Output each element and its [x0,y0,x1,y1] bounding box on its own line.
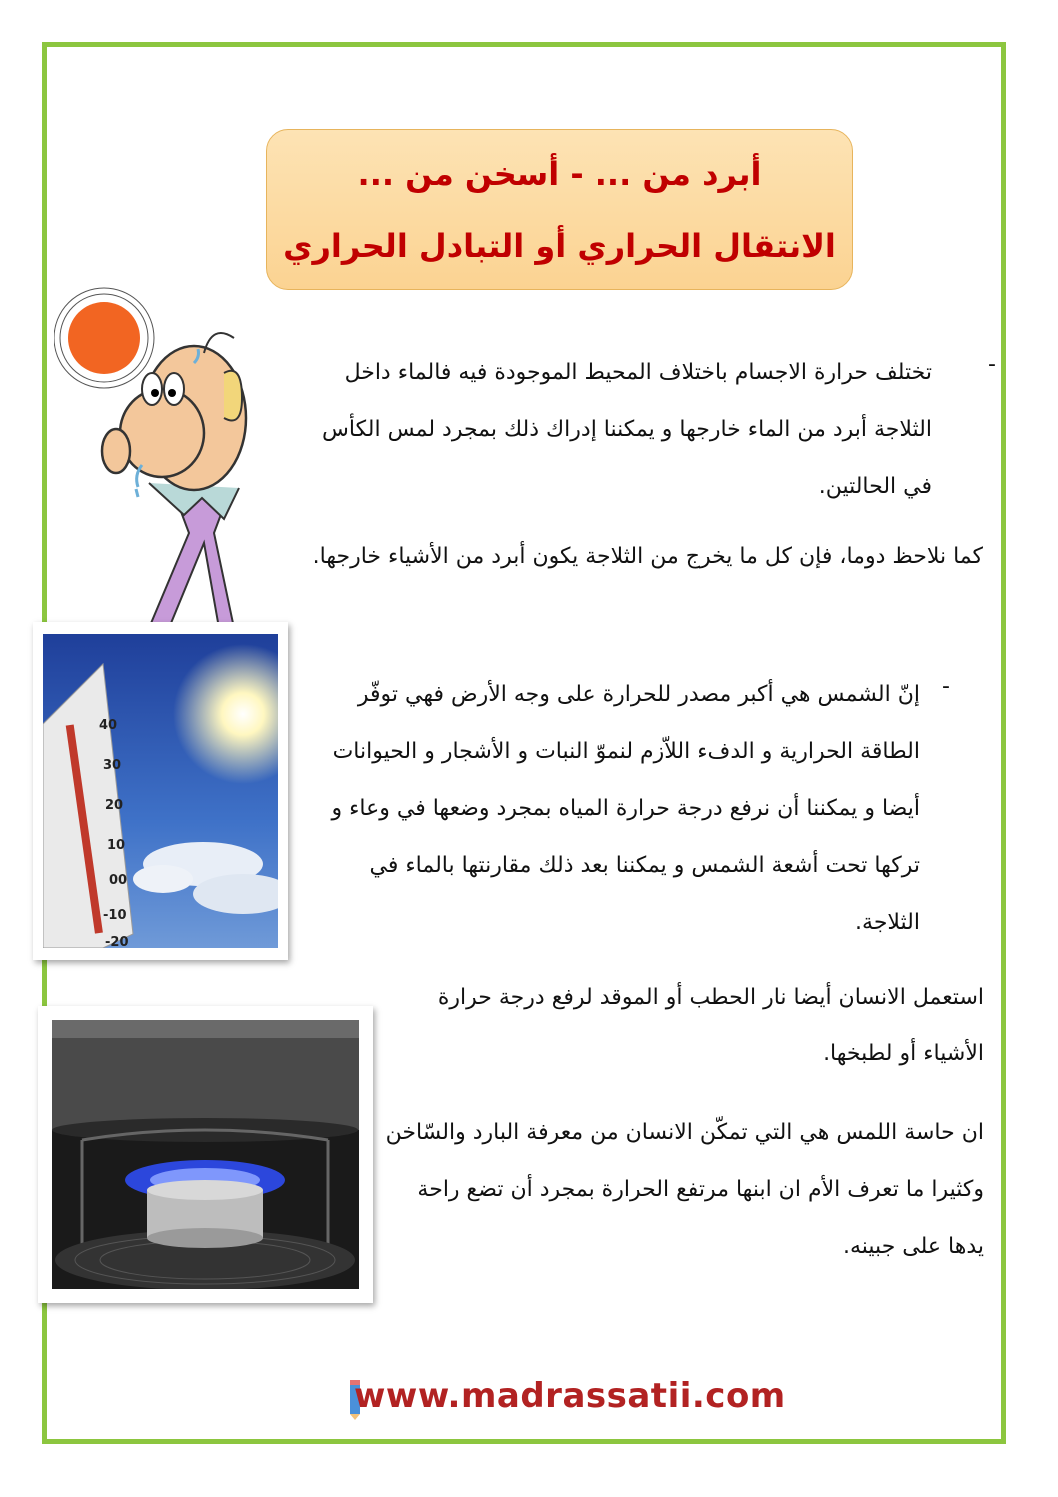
sweating-man-illustration [54,283,254,628]
website-url[interactable]: www.madrassatii.com [354,1376,786,1416]
tick-label: 10 [107,838,126,853]
title-line-2: الانتقال الحراري أو التبادل الحراري [283,227,836,265]
sun-icon [68,302,140,374]
paragraph-4: استعمل الانسان أيضا نار الحطب أو الموقد لرفع درجة حرارة الأشياء أو لطبخها. [437,985,984,1066]
bullet-1: - [988,352,996,377]
tick-label: -10 [103,908,127,923]
footer [348,1372,786,1422]
tick-label: 20 [105,798,124,813]
tick-label: -20 [105,935,129,948]
paragraph-1: تختلف حرارة الاجسام باختلاف المحيط الموجودة فيه فالماء داخل الثلاجة أبرد من الماء خارجها و يمكننا إدراك ذلك بمجرد لمس الكأس في الحالتين. [322,360,932,499]
thermometer-sun-photo [33,622,288,960]
gas-stove-photo [38,1006,373,1303]
paragraph-3: إنّ الشمس هي أكبر مصدر للحرارة على وجه الأرض فهي توفّر الطاقة الحرارية و الدفء اللاّزم لنموّ النبات و الأشجار و الحيوانات أيضا و يمكننا أن نرفع درجة حرارة المياه بمجرد وضعها في وعاء و تركها تحت أشعة الشمس و يمكننا بعد ذلك مقارنتها بالماء في الثلاجة. [331,682,920,935]
title-line-1: أبرد من ... - أسخن من ... [357,155,762,193]
paragraph-2: كما نلاحظ دوما، فإن كل ما يخرج من الثلاجة يكون أبرد من الأشياء خارجها. [312,544,983,569]
bullet-2: - [942,674,950,699]
tick-label: 30 [103,758,122,773]
tick-label: 00 [109,873,128,888]
title-banner [266,129,853,290]
paragraph-5: ان حاسة اللمس هي التي تمكّن الانسان من معرفة البارد والسّاخن وكثيرا ما تعرف الأم ان ابنها مرتفع الحرارة بمجرد أن تضع راحة يدها على جبينه. [385,1120,984,1259]
tick-label: 40 [99,718,118,733]
